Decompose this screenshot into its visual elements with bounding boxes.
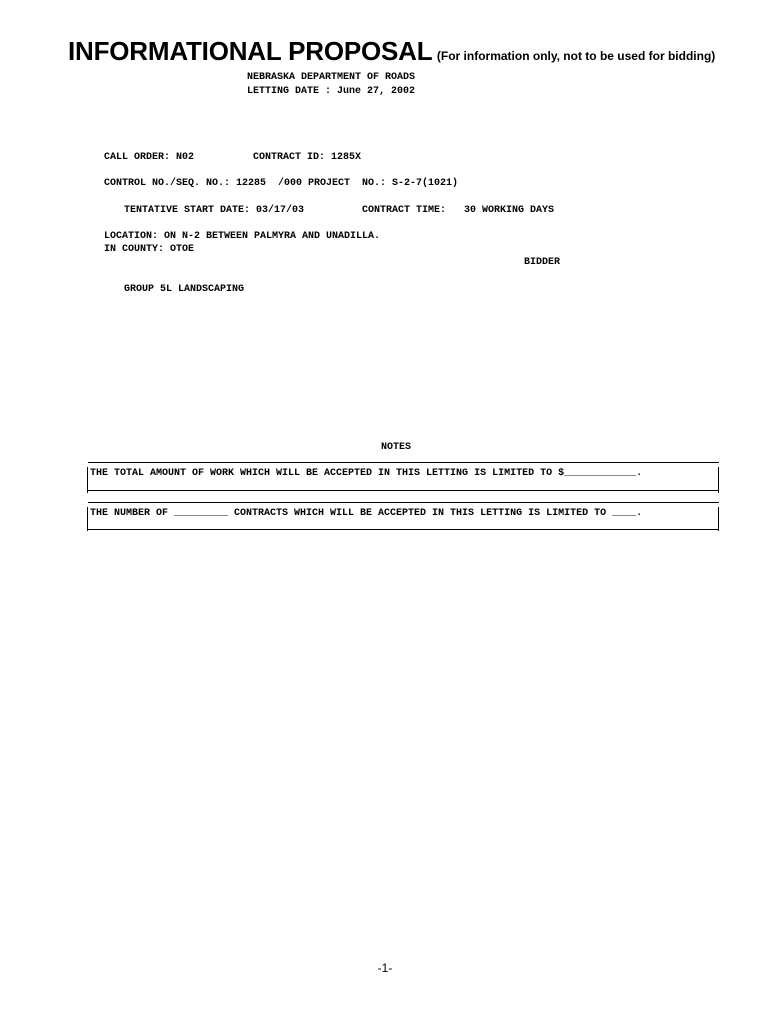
title-main: INFORMATIONAL PROPOSAL: [68, 36, 433, 66]
title-subtitle: (For information only, not to be used for bidding): [436, 49, 716, 63]
letting-date: LETTING DATE : June 27, 2002: [247, 86, 416, 97]
agency-name: NEBRASKA DEPARTMENT OF ROADS: [247, 72, 416, 83]
note1-top-rule: [88, 462, 719, 463]
note-contract-count: THE NUMBER OF _________ CONTRACTS WHICH WILL BE ACCEPTED IN THIS LETTING IS LIMITED TO ____.: [90, 508, 643, 519]
location: LOCATION: ON N-2 BETWEEN PALMYRA AND UNADILLA.: [104, 231, 381, 242]
note2-right-border: [718, 507, 719, 531]
page-number: -1-: [377, 961, 393, 975]
control-project-numbers: CONTROL NO./SEQ. NO.: 12285 /000 PROJECT NO.: S-2-7(1021): [104, 178, 459, 189]
note2-bottom-rule: [88, 529, 719, 530]
tentative-start-date: TENTATIVE START DATE: 03/17/03: [124, 205, 305, 216]
note2-left-border: [87, 507, 88, 531]
note2-top-rule: [88, 502, 719, 503]
bidder-label: BIDDER: [524, 257, 561, 268]
note-total-amount: THE TOTAL AMOUNT OF WORK WHICH WILL BE ACCEPTED IN THIS LETTING IS LIMITED TO $____________.: [90, 468, 643, 479]
contract-time: CONTRACT TIME: 30 WORKING DAYS: [362, 205, 555, 216]
note1-bottom-rule: [88, 490, 719, 491]
document-title: [68, 36, 715, 67]
county: IN COUNTY: OTOE: [104, 244, 195, 255]
group-label: GROUP 5L LANDSCAPING: [124, 284, 245, 295]
contract-id: CONTRACT ID: 1285X: [253, 152, 362, 163]
call-order: CALL ORDER: N02: [104, 152, 195, 163]
notes-heading: NOTES: [381, 442, 412, 453]
